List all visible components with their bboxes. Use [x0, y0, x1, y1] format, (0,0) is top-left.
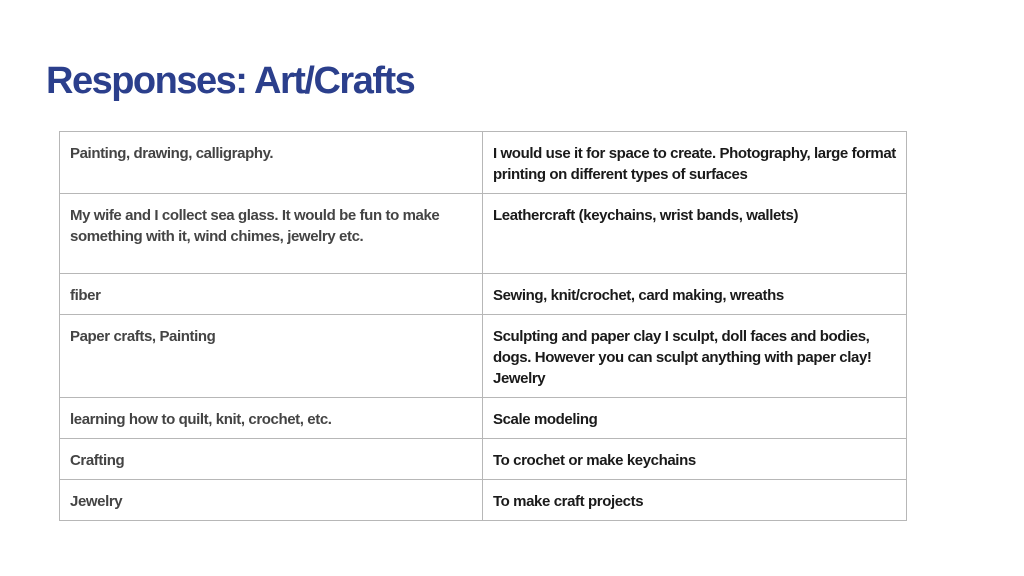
table-cell: To make craft projects	[483, 480, 907, 521]
table-cell: Leathercraft (keychains, wrist bands, wallets)	[483, 194, 907, 274]
table-row	[60, 480, 907, 521]
table-cell: Scale modeling	[483, 398, 907, 439]
table-row	[60, 194, 907, 274]
table-cell: To crochet or make keychains	[483, 439, 907, 480]
table-cell: Painting, drawing, calligraphy.	[60, 132, 483, 194]
table-cell: Paper crafts, Painting	[60, 315, 483, 398]
table-cell: I would use it for space to create. Photography, large format printing on different types of surfaces	[483, 132, 907, 194]
table-cell: My wife and I collect sea glass. It would be fun to make something with it, wind chimes, jewelry etc.	[60, 194, 483, 274]
table-cell: Sewing, knit/crochet, card making, wreaths	[483, 274, 907, 315]
table-cell: Crafting	[60, 439, 483, 480]
table-row	[60, 132, 907, 194]
table-row	[60, 315, 907, 398]
table-cell: Sculpting and paper clay I sculpt, doll faces and bodies, dogs. However you can sculpt anything with paper clay! Jewelry	[483, 315, 907, 398]
table-cell: fiber	[60, 274, 483, 315]
table-row	[60, 274, 907, 315]
responses-table	[59, 131, 907, 521]
slide-title: Responses: Art/Crafts	[46, 60, 415, 102]
table-row	[60, 398, 907, 439]
table-cell: learning how to quilt, knit, crochet, etc.	[60, 398, 483, 439]
table-row	[60, 439, 907, 480]
table-cell: Jewelry	[60, 480, 483, 521]
